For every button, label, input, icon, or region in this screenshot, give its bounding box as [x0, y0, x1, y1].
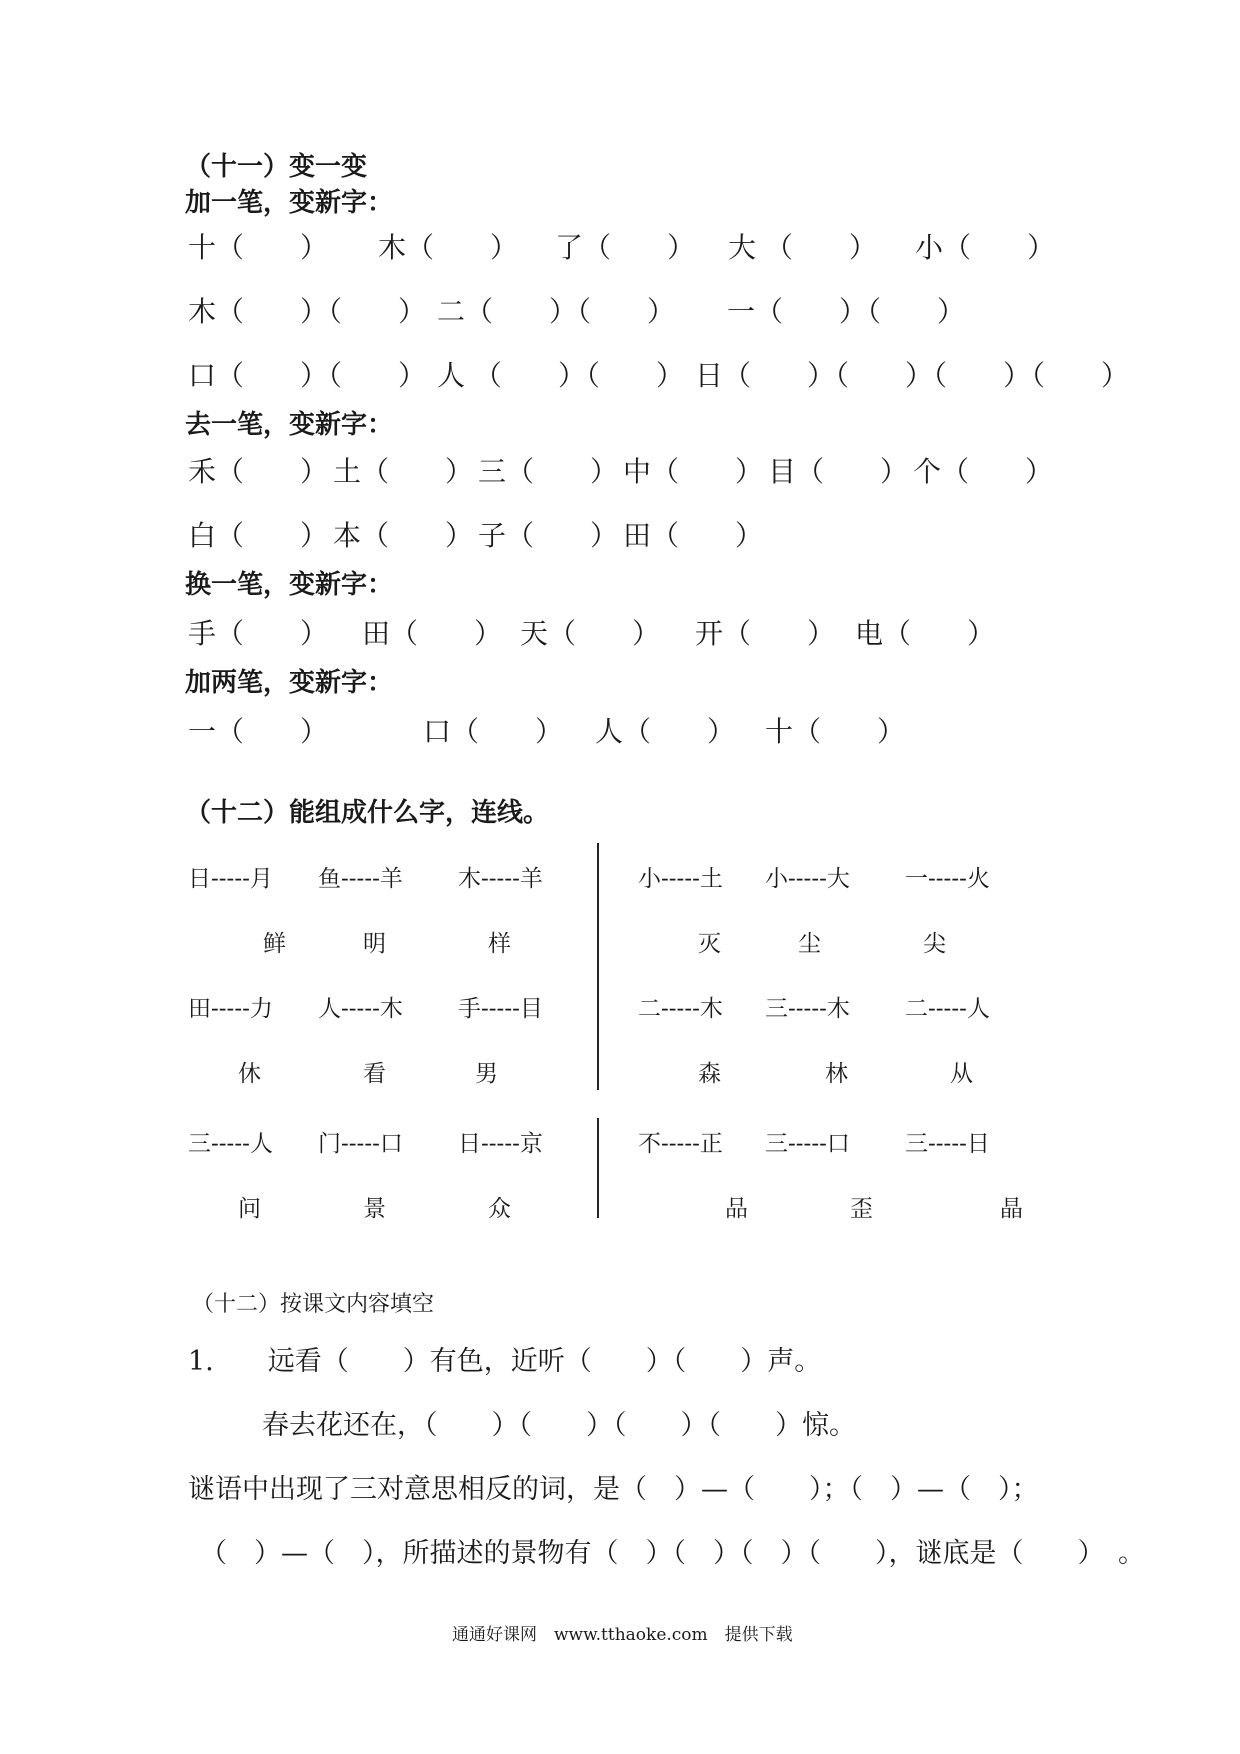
divider-line — [597, 843, 599, 1090]
fill-line: 春去花还在，（ ）（ ）（ ）（ ）惊。 — [262, 1410, 856, 1441]
exercise-item: 口（ ） — [423, 715, 564, 748]
result-char: 从 — [950, 1061, 973, 1087]
result-char: 尘 — [798, 931, 821, 957]
char-pair: 三-----日 — [905, 1131, 990, 1157]
result-char: 品 — [725, 1196, 748, 1222]
result-char: 灭 — [698, 931, 721, 957]
exercise-item: 一（ ）（ ） — [727, 295, 966, 328]
char-pair: 三-----口 — [765, 1131, 850, 1157]
exercise-item: 本（ ） — [333, 519, 474, 552]
char-pair: 木-----羊 — [458, 866, 543, 892]
divider-line — [597, 1118, 599, 1218]
char-pair: 不-----正 — [638, 1131, 723, 1157]
exercise-item: 电（ ） — [855, 617, 996, 650]
result-char: 休 — [238, 1061, 261, 1087]
char-pair: 门-----口 — [318, 1131, 403, 1157]
section-12-title: （十二）能组成什么字，连线。 — [185, 798, 550, 828]
result-char: 看 — [363, 1061, 386, 1087]
fill-line: （ ）—（ ），所描述的景物有（ ）（ ）（ ）（ ），谜底是（ ） 。 — [200, 1538, 1145, 1569]
char-pair: 手-----目 — [458, 996, 543, 1022]
exercise-item: 一（ ） — [188, 715, 329, 748]
exercise-item: 个（ ） — [913, 455, 1054, 488]
exercise-item: 日（ ）（ ）（ ）（ ） — [695, 359, 1130, 392]
remove-one-heading: 去一笔，变新字： — [185, 410, 394, 440]
add-two-heading: 加两笔，变新字： — [185, 668, 394, 698]
exercise-item: 田（ ） — [623, 519, 764, 552]
result-char: 众 — [488, 1196, 511, 1222]
exercise-item: 大 （ ） — [728, 231, 877, 264]
result-char: 晶 — [1000, 1196, 1023, 1222]
char-pair: 日-----月 — [188, 866, 273, 892]
result-char: 歪 — [850, 1196, 873, 1222]
exercise-item: 了（ ） — [555, 231, 696, 264]
section-11-title: （十一）变一变 — [185, 152, 368, 182]
result-char: 尖 — [923, 931, 946, 957]
exercise-item: 人 （ ）（ ） — [437, 359, 684, 392]
exercise-item: 手（ ） — [188, 617, 329, 650]
exercise-item: 二（ ）（ ） — [437, 295, 676, 328]
exercise-item: 人（ ） — [595, 715, 736, 748]
exercise-item: 目（ ） — [768, 455, 909, 488]
exercise-item: 天（ ） — [520, 617, 661, 650]
section-fill-title: （十二）按课文内容填空 — [192, 1292, 435, 1317]
change-one-heading: 换一笔，变新字： — [185, 570, 394, 600]
exercise-item: 木（ ）（ ） — [188, 295, 427, 328]
exercise-item: 子（ ） — [478, 519, 619, 552]
exercise-item: 木（ ） — [378, 231, 519, 264]
char-pair: 田-----力 — [188, 996, 273, 1022]
char-pair: 小-----土 — [638, 866, 723, 892]
exercise-item: 小（ ） — [915, 231, 1056, 264]
exercise-item: 禾（ ） — [188, 455, 329, 488]
exercise-item: 十（ ） — [188, 231, 329, 264]
result-char: 样 — [488, 931, 511, 957]
result-char: 鲜 — [263, 931, 286, 957]
result-char: 景 — [363, 1196, 386, 1222]
result-char: 问 — [238, 1196, 261, 1222]
add-one-heading: 加一笔，变新字： — [185, 188, 394, 218]
result-char: 男 — [475, 1061, 498, 1087]
exercise-item: 口（ ）（ ） — [188, 359, 427, 392]
char-pair: 小-----大 — [765, 866, 850, 892]
result-char: 林 — [825, 1061, 848, 1087]
char-pair: 日-----京 — [458, 1131, 543, 1157]
result-char: 明 — [363, 931, 386, 957]
exercise-item: 三（ ） — [478, 455, 619, 488]
fill-line: 谜语中出现了三对意思相反的词，是（ ）—（ ）；（ ）—（ ）； — [188, 1474, 1039, 1505]
char-pair: 人-----木 — [318, 996, 403, 1022]
char-pair: 三-----木 — [765, 996, 850, 1022]
exercise-item: 白（ ） — [188, 519, 329, 552]
result-char: 森 — [698, 1061, 721, 1087]
page-footer: 通通好课网 www.tthaoke.com 提供下载 — [452, 1625, 793, 1645]
char-pair: 一-----火 — [905, 866, 990, 892]
fill-line: 1. 远看（ ）有色，近听（ ）（ ）声。 — [188, 1346, 822, 1377]
exercise-item: 土（ ） — [333, 455, 474, 488]
char-pair: 二-----木 — [638, 996, 723, 1022]
exercise-item: 田（ ） — [362, 617, 503, 650]
exercise-item: 开（ ） — [695, 617, 836, 650]
char-pair: 三-----人 — [188, 1131, 273, 1157]
exercise-item: 十（ ） — [765, 715, 906, 748]
char-pair: 鱼-----羊 — [318, 866, 403, 892]
exercise-item: 中（ ） — [623, 455, 764, 488]
char-pair: 二-----人 — [905, 996, 990, 1022]
